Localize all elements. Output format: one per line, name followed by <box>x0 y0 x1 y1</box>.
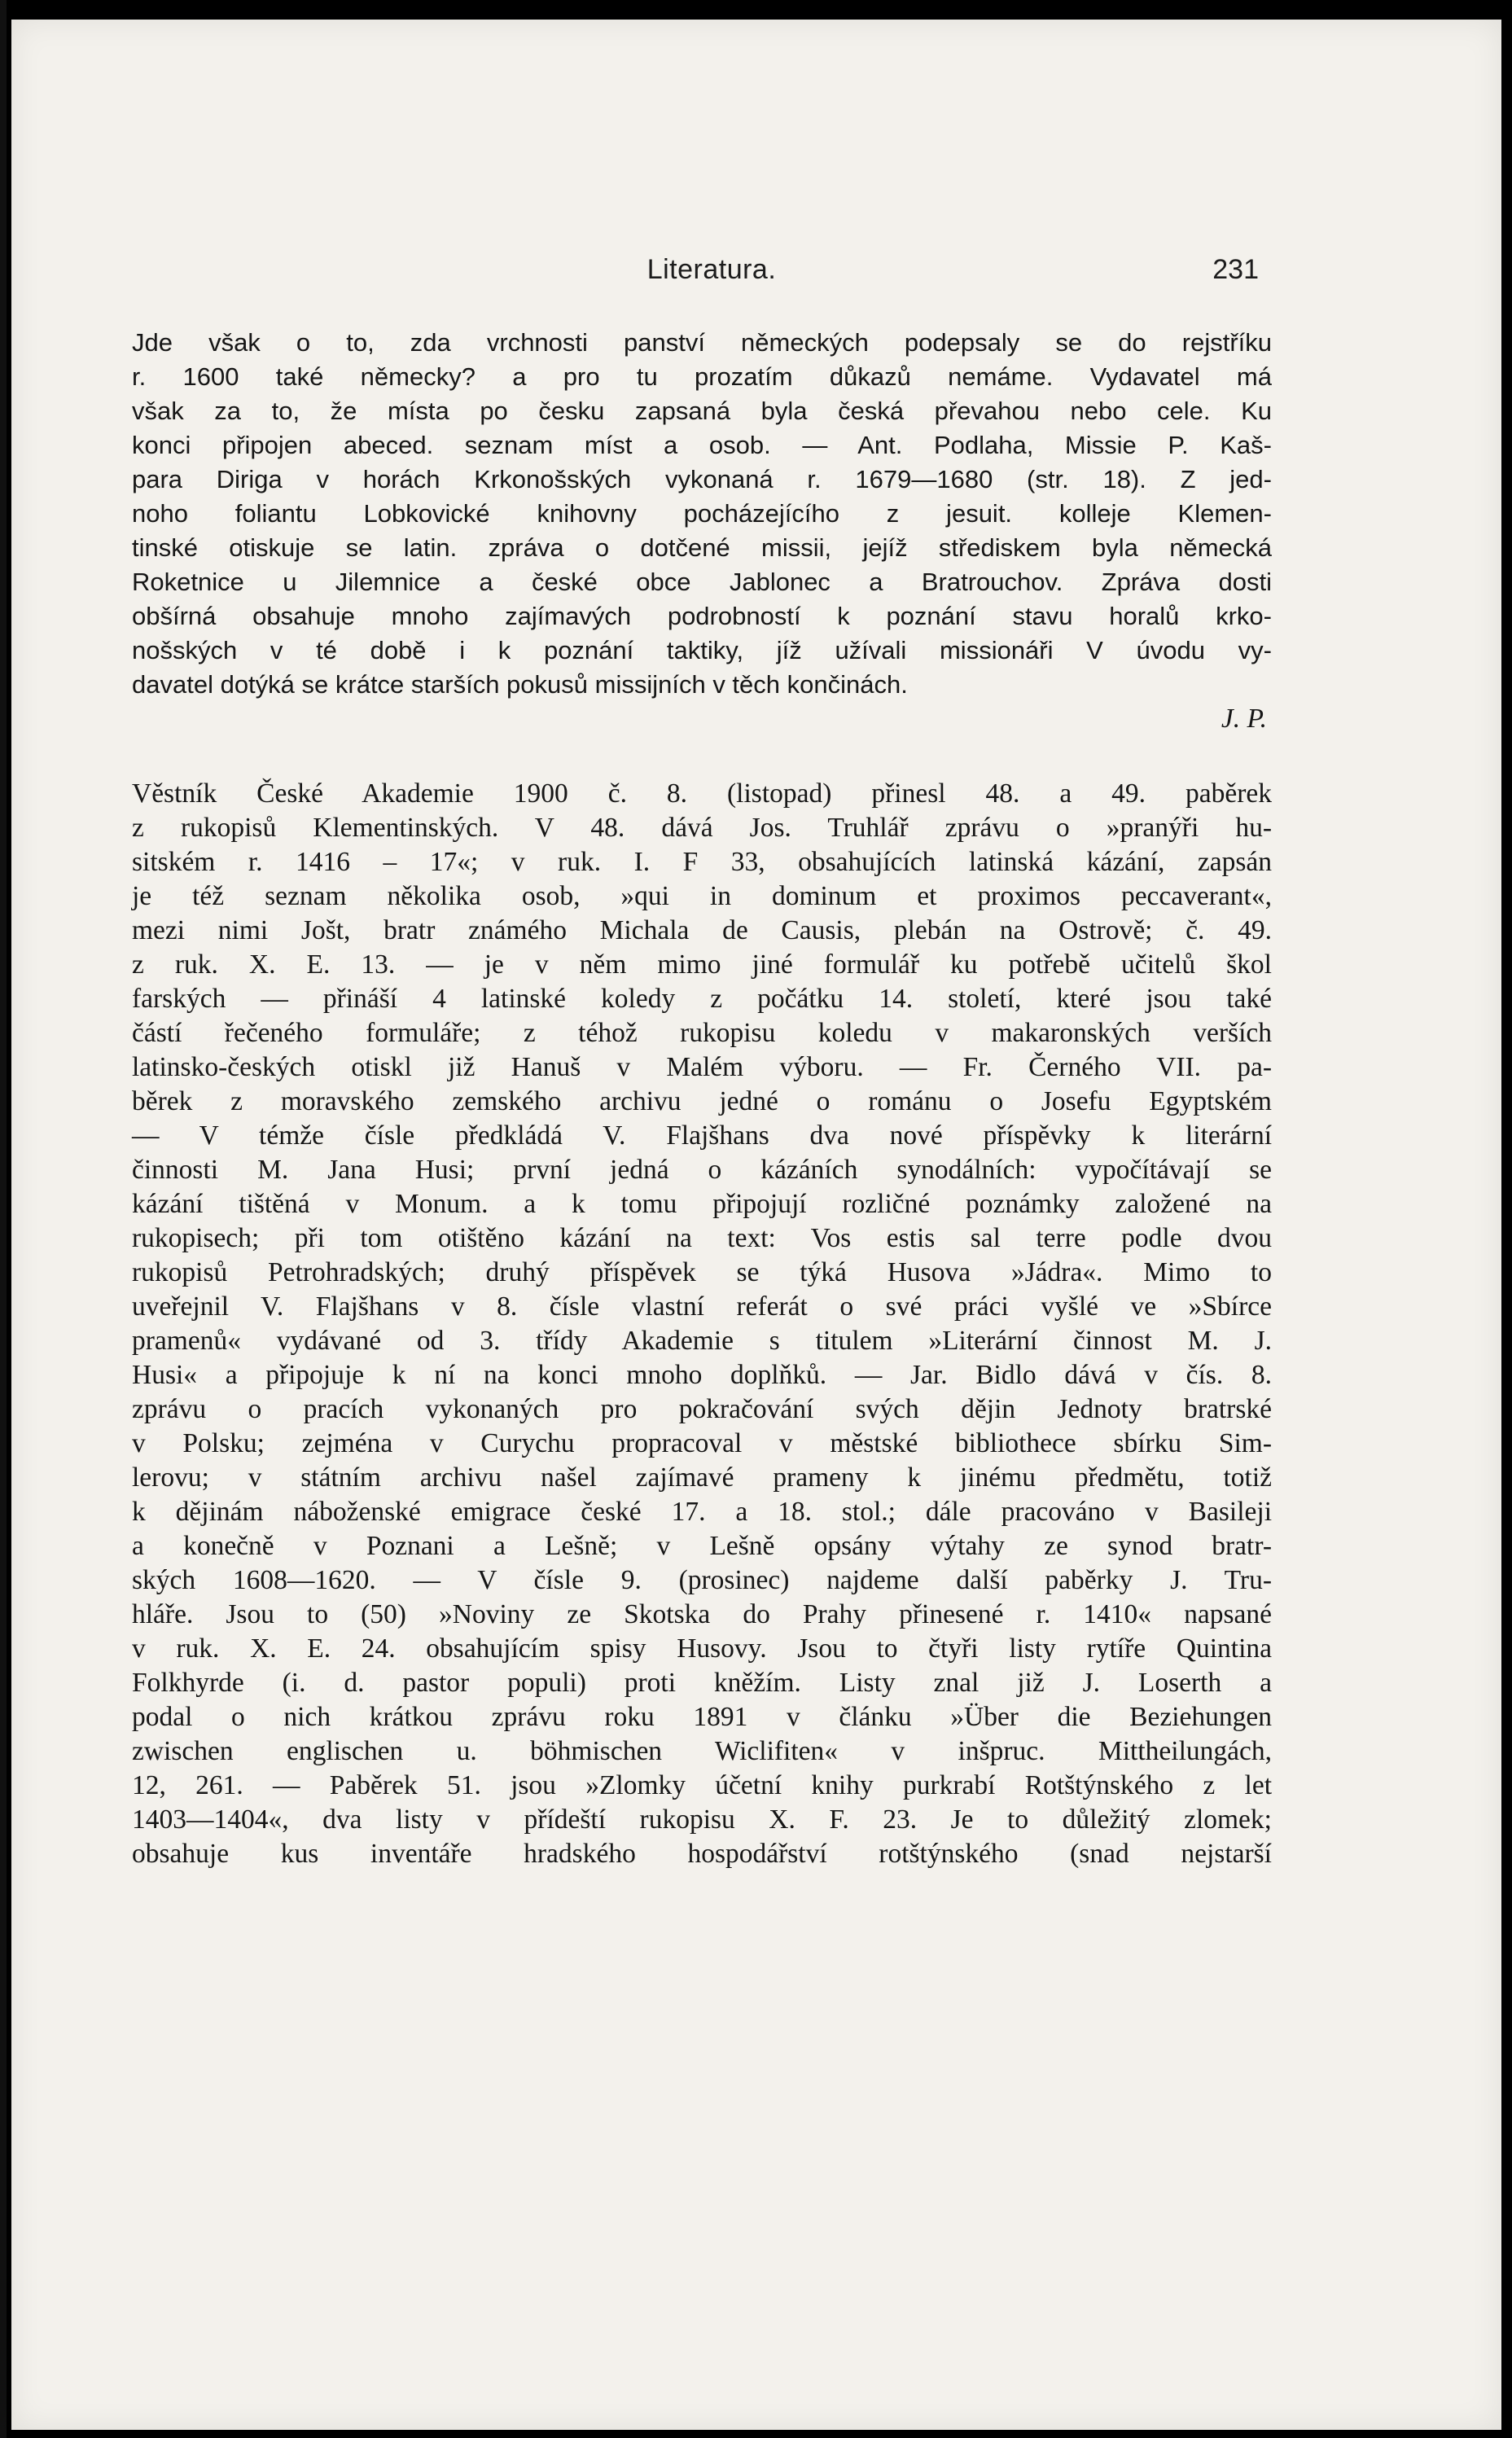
paragraph-gap <box>132 736 1272 777</box>
author-signature: J. P. <box>1221 704 1267 734</box>
text-line: rukopisech; při tom otištěno kázání na text: Vos estis sal terre podle dvou <box>132 1223 1272 1253</box>
body-text <box>132 326 1272 1871</box>
text-line: 1403—1404«, dva listy v přídeští rukopisu X. F. 23. Je to důležitý zlomek; <box>132 1804 1272 1835</box>
text-line: para Diriga v horách Krkonošských vykonaná r. 1679—1680 (str. 18). Z jed- <box>132 465 1272 493</box>
text-line: v ruk. X. E. 24. obsahujícím spisy Husovy. Jsou to čtyři listy rytíře Quintina <box>132 1633 1272 1664</box>
text-line: rukopisů Petrohradských; druhý příspěvek se týká Husova »Jádra«. Mimo to <box>132 1257 1272 1287</box>
text-line: tinské otiskuje se latin. zpráva o dotčené missii, jejíž střediskem byla německá <box>132 533 1272 562</box>
text-line: a konečně v Poznani a Lešně; v Lešně opsány výtahy ze synod bratr- <box>132 1531 1272 1561</box>
text-line: zprávu o pracích vykonaných pro pokračování svých dějin Jednoty bratrské <box>132 1394 1272 1424</box>
text-line: pramenů« vydávané od 3. třídy Akademie s titulem »Literární činnost M. J. <box>132 1326 1272 1356</box>
text-line: davatel dotýká se krátce starších pokusů missijních v těch končinách. <box>132 670 908 699</box>
text-line: Jde však o to, zda vrchnosti panství německých podepsaly se do rejstříku <box>132 328 1272 357</box>
text-line: však za to, že místa po česku zapsaná byla česká převahou nebo cele. Ku <box>132 397 1272 425</box>
text-line: mezi nimi Jošt, bratr známého Michala de Causis, plebán na Ostrově; č. 49. <box>132 915 1272 945</box>
text-line: částí řečeného formuláře; z téhož rukopisu koledu v makaronských verších <box>132 1018 1272 1048</box>
text-line: je též seznam několika osob, »qui in dominum et proximos peccaverant«, <box>132 881 1272 911</box>
text-line: z rukopisů Klementinských. V 48. dává Jos. Truhlář zprávu o »pranýři hu- <box>132 813 1272 843</box>
text-line: kázání tištěná v Monum. a k tomu připojují rozličné poznámky založené na <box>132 1189 1272 1219</box>
page-number: 231 <box>1212 254 1259 285</box>
text-line: zwischen englischen u. böhmischen Wiclifiten« v inšpruc. Mittheilungách, <box>132 1736 1272 1766</box>
text-line: hláře. Jsou to (50) »Noviny ze Skotska do Prahy přinesené r. 1410« napsané <box>132 1599 1272 1629</box>
text-line: Roketnice u Jilemnice a české obce Jablonec a Bratrouchov. Zpráva dosti <box>132 568 1272 596</box>
text-line: Husi« a připojuje k ní na konci mnoho doplňků. — Jar. Bidlo dává v čís. 8. <box>132 1360 1272 1390</box>
text-line: 12, 261. — Paběrek 51. jsou »Zlomky účetní knihy purkrabí Rotštýnského z let <box>132 1770 1272 1800</box>
paragraph-review-diriga <box>132 326 1272 736</box>
text-line: v Polsku; zejména v Curychu propracoval v městské bibliothece sbírku Sim- <box>132 1428 1272 1458</box>
text-line: podal o nich krátkou zprávu roku 1891 v článku »Über die Beziehungen <box>132 1702 1272 1732</box>
text-line: konci připojen abeced. seznam míst a osob. — Ant. Podlaha, Missie P. Kaš- <box>132 431 1272 459</box>
text-line: farských — přináší 4 latinské koledy z počátku 14. století, které jsou také <box>132 984 1272 1014</box>
text-line: Věstník České Akademie 1900 č. 8. (listopad) přinesl 48. a 49. paběrek <box>132 778 1272 809</box>
text-line: latinsko-českých otiskl již Hanuš v Malém výboru. — Fr. Černého VII. pa- <box>132 1052 1272 1082</box>
text-line: k dějinám náboženské emigrace české 17. a 18. stol.; dále pracováno v Basileji <box>132 1497 1272 1527</box>
text-line: — V témže čísle předkládá V. Flajšhans dva nové příspěvky k literární <box>132 1120 1272 1151</box>
text-line: noho foliantu Lobkovické knihovny pocházejícího z jesuit. kolleje Klemen- <box>132 499 1272 528</box>
scan-border <box>0 0 7 2438</box>
text-line: z ruk. X. E. 13. — je v něm mimo jiné formulář ku potřebě učitelů škol <box>132 949 1272 980</box>
text-line: Folkhyrde (i. d. pastor populi) proti kněžím. Listy znal již J. Loserth a <box>132 1668 1272 1698</box>
text-line: obšírná obsahuje mnoho zajímavých podrobností k poznání stavu horalů krko- <box>132 602 1272 630</box>
text-line: běrek z moravského zemského archivu jedné o románu o Josefu Egyptském <box>132 1086 1272 1116</box>
book-page <box>11 20 1501 2430</box>
running-head: Literatura. <box>646 254 777 285</box>
paragraph-vestnik-akademie <box>132 777 1272 1871</box>
page-header <box>11 254 1501 293</box>
text-line: nošských v té době i k poznání taktiky, jíž užívali missionáři V úvodu vy- <box>132 636 1272 664</box>
text-line: lerovu; v státním archivu našel zajímavé prameny k jinému předmětu, totiž <box>132 1462 1272 1493</box>
text-line: sitském r. 1416 – 17«; v ruk. I. F 33, obsahujících latinská kázání, zapsán <box>132 847 1272 877</box>
text-line: obsahuje kus inventáře hradského hospodářství rotštýnského (snad nejstarší <box>132 1839 1272 1869</box>
text-line: uveřejnil V. Flajšhans v 8. čísle vlastní referát o své práci vyšlé ve »Sbírce <box>132 1291 1272 1322</box>
text-line: r. 1600 také německy? a pro tu prozatím důkazů nemáme. Vydavatel má <box>132 362 1272 391</box>
text-line: činnosti M. Jana Husi; první jedná o kázáních synodálních: vypočítávají se <box>132 1155 1272 1185</box>
text-line: ských 1608—1620. — V čísle 9. (prosinec) najdeme další paběrky J. Tru- <box>132 1565 1272 1595</box>
